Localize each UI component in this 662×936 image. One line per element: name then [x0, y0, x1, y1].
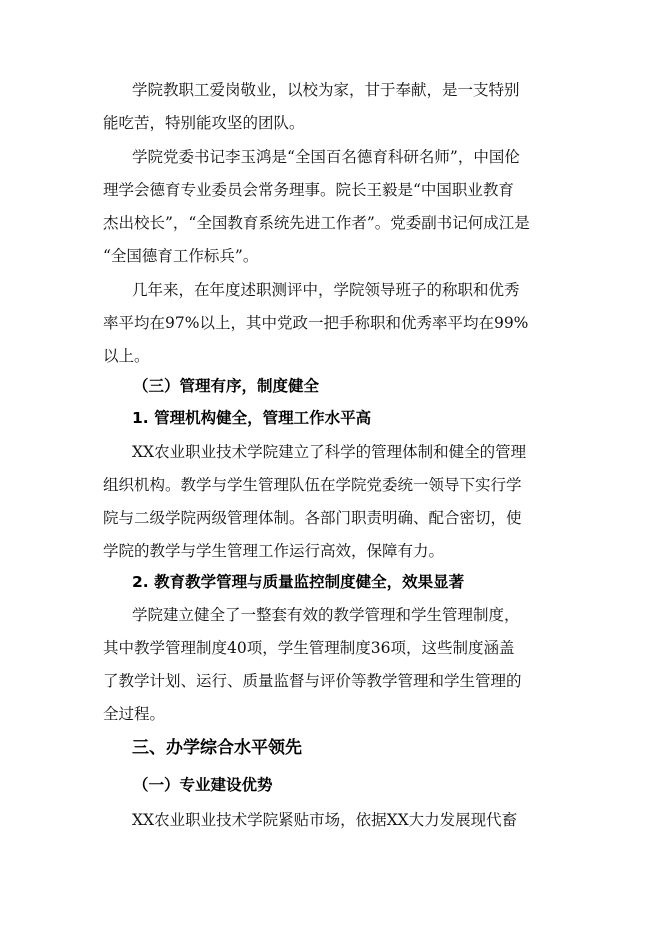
section-heading-specialty: （一）专业建设优势 [133, 776, 273, 794]
paragraph-1-line-1: 学院教职工爱岗敬业，以校为家，甘于奉献，是一支特别 [132, 81, 520, 99]
paragraph-5-line-2: 其中教学管理制度40项，学生管理制度36项，这些制度涵盖 [103, 639, 515, 657]
subsection-heading-2: 2. 教育教学管理与质量监控制度健全，效果显著 [132, 573, 465, 591]
paragraph-2-line-2: 理学会德育专业委员会常务理事。院长王毅是“中国职业教育 [103, 181, 514, 199]
paragraph-1-line-2: 能吃苦，特别能攻坚的团队。 [103, 114, 305, 132]
paragraph-5-line-1: 学院建立健全了一整套有效的教学管理和学生管理制度， [132, 606, 520, 624]
paragraph-5-line-4: 全过程。 [103, 705, 166, 723]
paragraph-6-line-1: XX农业职业技术学院紧贴市场，依据XX大力发展现代畜 [132, 811, 518, 829]
paragraph-4-line-1: XX农业职业技术学院建立了科学的管理体制和健全的管理 [132, 443, 527, 461]
chapter-heading-3: 三、办学综合水平领先 [132, 738, 302, 758]
paragraph-4-line-4: 学院的教学与学生管理工作运行高效，保障有力。 [103, 542, 445, 560]
paragraph-2-line-3: 杰出校长”，“全国教育系统先进工作者”。党委副书记何成江是 [103, 214, 530, 232]
paragraph-3-line-2: 率平均在97%以上，其中党政一把手称职和优秀率平均在99% [103, 314, 529, 332]
paragraph-4-line-3: 院与二级学院两级管理体制。各部门职责明确、配合密切，使 [103, 509, 522, 527]
paragraph-3-line-1: 几年来，在年度述职测评中，学院领导班子的称职和优秀 [132, 281, 520, 299]
paragraph-2-line-1: 学院党委书记李玉鸿是“全国百名德育科研名师”，中国伦 [132, 148, 520, 166]
section-heading-management: （三）管理有序，制度健全 [133, 377, 320, 395]
paragraph-5-line-3: 了教学计划、运行、质量监督与评价等教学管理和学生管理的 [103, 672, 522, 690]
paragraph-2-line-4: “全国德育工作标兵”。 [103, 247, 259, 265]
paragraph-4-line-2: 组织机构。教学与学生管理队伍在学院党委统一领导下实行学 [103, 476, 522, 494]
subsection-heading-1: 1. 管理机构健全，管理工作水平高 [132, 409, 372, 427]
paragraph-3-line-3: 以上。 [103, 347, 150, 365]
